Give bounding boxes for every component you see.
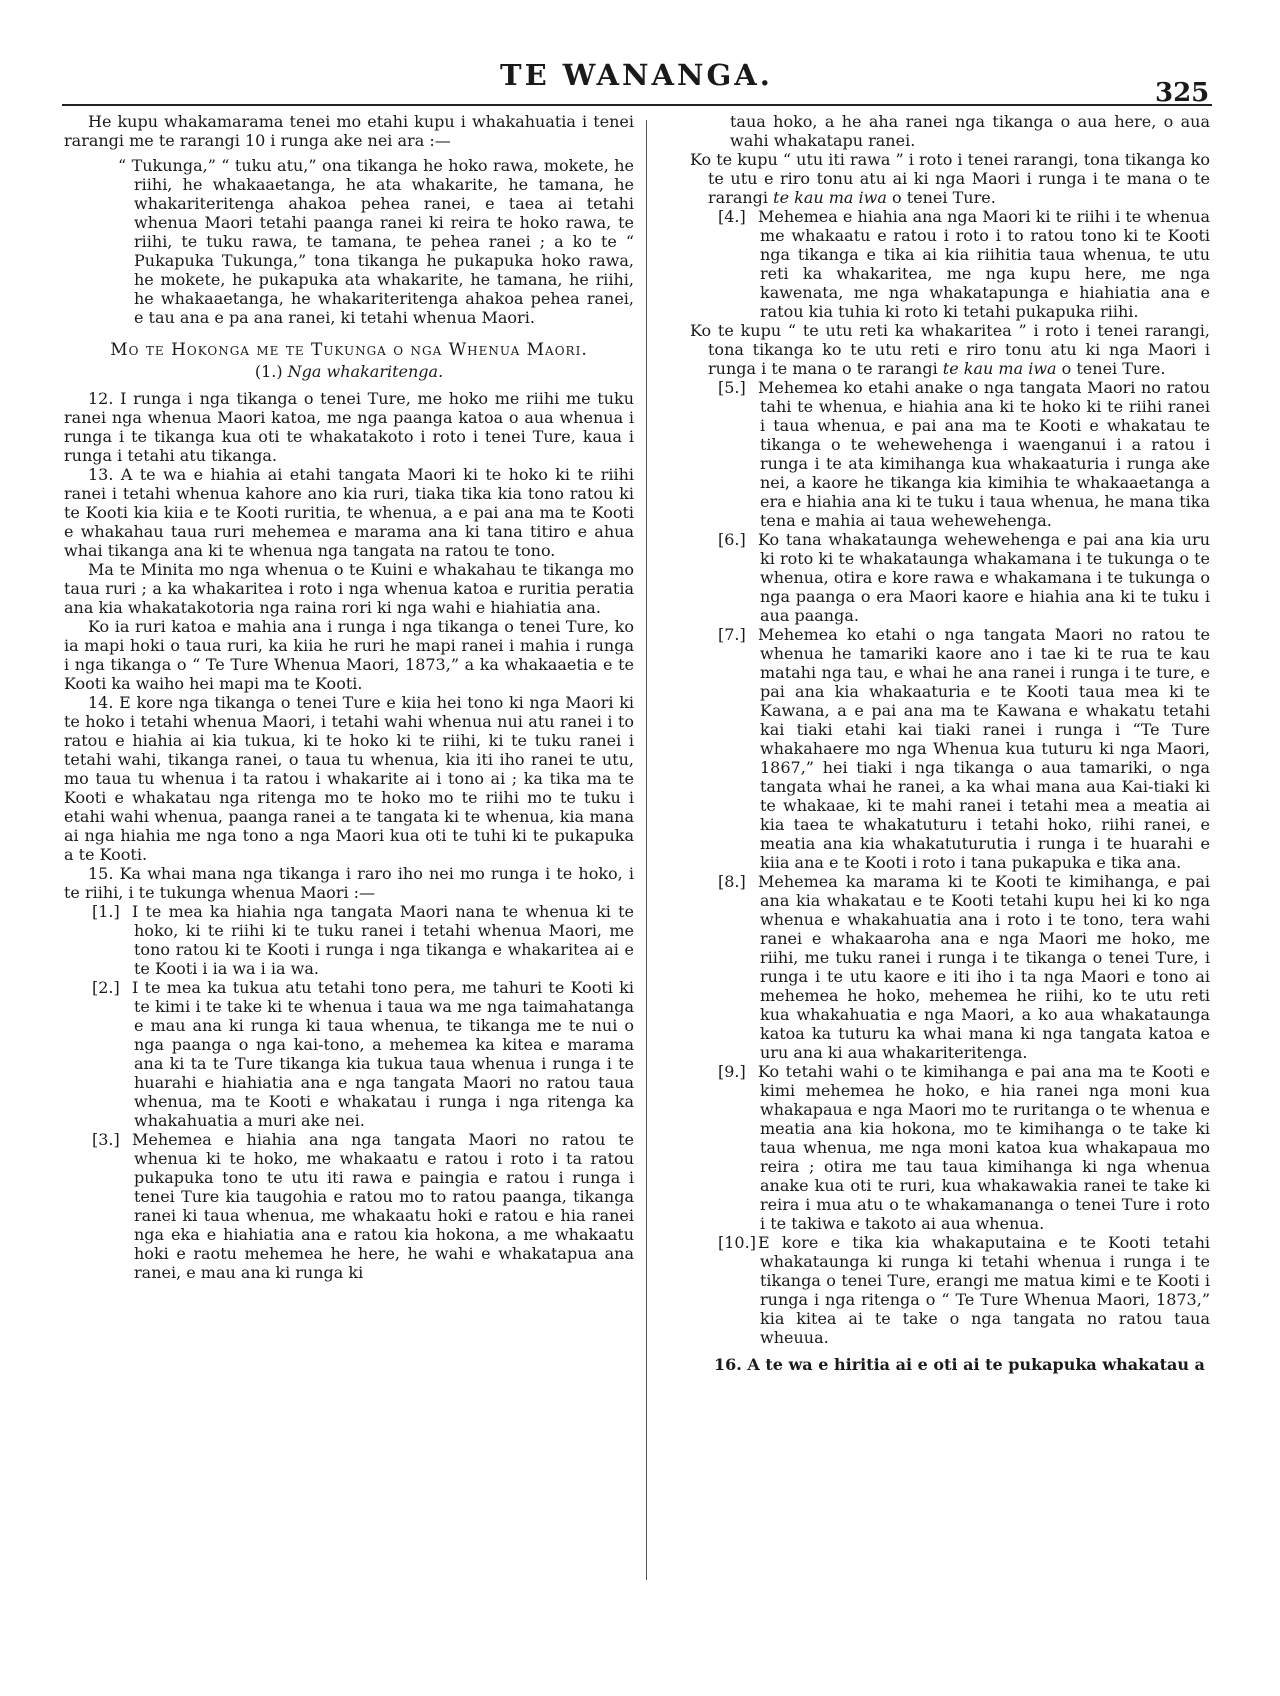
subclause-number: [1.] xyxy=(92,902,120,921)
subclause-6 xyxy=(690,530,1210,625)
subclause-number: [2.] xyxy=(92,978,120,997)
subclause-8 xyxy=(690,872,1210,1062)
subclause-4 xyxy=(690,207,1210,321)
subclause-3 xyxy=(64,1130,634,1282)
section-13-para-3: Ko ia ruri katoa e mahia ana i runga i nga tikanga o tenei Ture, ko ia mapi hoki o taua ruri, ka kiia he ruri he mapi ranei i mahia i runga i nga tikanga o “ Te Ture Whenua Maori, 1873,” a ka whakaaetia e te Kooti ka waiho hei mapi ma te Kooti. xyxy=(64,617,634,693)
subclause-1 xyxy=(64,902,634,978)
page-header xyxy=(0,0,1280,110)
subclause-number: [6.] xyxy=(718,530,746,549)
page-number: 325 xyxy=(1155,78,1210,108)
section-13-para-2: Ma te Minita mo nga whenua o te Kuini e whakahau te tikanga mo taua ruri ; a ka whakaritea i roto i nga whenua katoa e ruritia peratia ana kia whakatakotoria nga raina rori ki nga wahi e hiahiatia ana. xyxy=(64,560,634,617)
section-heading: Mo te Hokonga me te Tukunga o nga Whenua Maori. xyxy=(110,340,588,360)
section-13: 13. A te wa e hiahia ai etahi tangata Maori ki te hoko ki te riihi ranei i tetahi whenua kahore ano kia ruri, tiaka tika kia tono ratou ki te Kooti kia kiia e te Kooti ruritia, te whenua, a e pai ana ma te Kooti e whakahau taua ruri mehemea e marama ana ki tana titiro e ahua whai tikanga ana ki te whenua nga tangata na ratou te tono. xyxy=(64,465,634,560)
definition-italic: te kau ma iwa xyxy=(942,359,1057,378)
subclause-5 xyxy=(690,378,1210,530)
right-column xyxy=(690,112,1210,1374)
definition-text: Ko te kupu “ te utu reti ka whakaritea ” i roto i tenei rarangi, tona tikanga ko te utu reti e riro tonu atu ki nga Maori i runga i te mana o te rarangi xyxy=(690,321,1210,378)
section-15: 15. Ka whai mana nga tikanga i raro iho nei mo runga i te hoko, i te riihi, i te tukunga whenua Maori :— xyxy=(64,864,634,902)
definition-quote: “ Tukunga,” “ tuku atu,” ona tikanga he hoko rawa, mokete, he riihi, he whakaaetanga, he ata whakarite, he tamana, he whakariteritenga ahakoa pehea ranei, e taea ai tetahi whenua Maori tetahi paanga ranei ki reira te hoko rawa, te riihi, te tuku rawa, te tamana, te pehea ranei ; a ko te “ Pukapuka Tukunga,” tona tikanga he pukapuka hoko rawa, he mokete, he pukapuka ata whakarite, he tamana, he riihi, he whakaaetanga, he whakariteritenga ahakoa pehea ranei, e tau ana e pa ana ranei, ki tetahi whenua Maori. xyxy=(118,156,634,327)
section-14: 14. E kore nga tikanga o tenei Ture e kiia hei tono ki nga Maori ki te hoko i tetahi whenua Maori, i tetahi wahi whenua nui atu ranei i to ratou e hiahia ai kia tukua, ki te hoko ki te riihi, ki te tuku ranei i tetahi wahi, tikanga ranei, o taua tu whenua, kia iti iho ranei te utu, mo taua tu whenua i ta ratou i whakarite ai i tono ai ; ka tika ma te Kooti e whakatau nga ritenga mo te hoko mo te riihi mo te tuku i etahi wahi whenua, paanga ranei a te tangata ki te whenua, kia mana ai nga hiahia me nga tono a nga Maori kua oti te tuhi ki te pukapuka a te Kooti. xyxy=(64,693,634,864)
definition-end: o tenei Ture. xyxy=(892,188,996,207)
subclause-2 xyxy=(64,978,634,1130)
definition-italic: te kau ma iwa xyxy=(773,188,887,207)
subclause-number: [5.] xyxy=(718,378,746,397)
header-rule xyxy=(62,104,1212,106)
definition-utu-reti xyxy=(690,321,1210,378)
left-column xyxy=(64,112,634,1282)
subclause-number: [7.] xyxy=(718,625,746,644)
subclause-number: [4.] xyxy=(718,207,746,226)
definition-text: Ko te kupu “ utu iti rawa ” i roto i tenei rarangi, tona tikanga ko te utu e riro tonu atu ai ki nga Maori i runga i te mana o te rarangi xyxy=(690,150,1210,207)
subclause-number: [9.] xyxy=(718,1062,746,1081)
section-12: 12. I runga i nga tikanga o tenei Ture, me hoko me riihi me tuku ranei nga whenua Maori katoa, me nga paanga katoa o aua whenua i runga i te tikanga kua oti te whakatakoto i roto i tenei Ture, kaua i runga i tetahi atu tikanga. xyxy=(64,389,634,465)
section-16: 16. A te wa e hiritia ai e oti ai te pukapuka whakatau a xyxy=(714,1355,1205,1374)
subheading-title: Nga whakaritenga. xyxy=(287,362,444,381)
subclause-text: Mehemea ko etahi anake o nga tangata Maori no ratou tahi te whenua, e hiahia ana ki te hoko ki te riihi ranei i taua whenua, e pai ana ma te Kooti e whakatau te tikanga o te wehewehenga i waenganui i a ratou i runga i te ata kimihanga kua whakaaturia i runga ake nei, a kaore he tikanga kia kimihia te whakaaetanga a era e hiahia ana ki te tuku i taua whenua, he mana tika tena e mahia ai taua wehewehenga. xyxy=(758,378,1210,530)
intro-paragraph: He kupu whakamarama tenei mo etahi kupu i whakahuatia i tenei rarangi me te rarangi 10 i runga ake nei ara :— xyxy=(64,112,634,150)
subclause-text: I te mea ka hiahia nga tangata Maori nana te whenua ki te hoko, ki te riihi ki te tuku ranei i tetahi whenua Maori, me tono ratou ki te Kooti i runga i nga tikanga e whakaritea ai e te Kooti i ia wa i ia wa. xyxy=(132,902,634,978)
subclause-text: Mehemea ka marama ki te Kooti te kimihanga, e pai ana kia whakatau e te Kooti tetahi kupu hei ki ko nga whenua e whakahuatia ana i roto i te tono, tera wahi ranei e whakaaroha ana e nga Maori me hoko, me riihi, me tuku ranei i runga i te tikanga o tenei Ture, i runga i te utu kaore e iti iho i ta nga Maori e tono ai mehemea he hoko, mehemea he riihi, ko te utu reti kua whakahuatia e nga Maori, a ko aua whakataunga katoa ka tuturu ka whai mana ki nga tangata katoa e uru ana ki aua whakariteritenga. xyxy=(758,872,1210,1062)
subheading-number: (1.) xyxy=(254,362,283,381)
subclause-7 xyxy=(690,625,1210,872)
subclause-number: [8.] xyxy=(718,872,746,891)
subclause-9 xyxy=(690,1062,1210,1233)
section-subheading xyxy=(64,362,634,381)
page-title: TE WANANGA. xyxy=(500,58,773,92)
column-divider xyxy=(646,120,647,1580)
subclause-text: E kore e tika kia whakaputaina e te Kooti tetahi whakataunga ki runga ki tetahi whenua i runga i te tikanga o tenei Ture, erangi me matua kimi e te Kooti i runga i nga ritenga o “ Te Ture Whenua Maori, 1873,” kia kitea ai te take o nga tangata no ratou taua wheuua. xyxy=(758,1233,1210,1347)
subclause-text: Mehemea ko etahi o nga tangata Maori no ratou te whenua he tamariki kaore ano i tae ki te rua te kau matahi nga tau, e whai he ana ranei i runga i te ture, e pai ana kia whakaaturia e te Kooti taua mea ki te Kawana, a e pai ana ma te Kawana e whakatu tetahi kai tiaki etahi kai tiaki ranei i runga i “Te Ture whakahaere mo nga Whenua kua tuturu ki nga Maori, 1867,” hei tiaki i nga tikanga o aua tamariki, o nga tangata whai he ranei, a ka whai mana aua Kai-tiaki ki te whakaae, ki te mahi ranei i tetahi mea a meatia ai kia taea te whakatuturu i tetahi hoko, riihi ranei, e meatia ana kia whakatuturutia i runga i te huarahi e kiia ana e te Kooti i roto i tana pukapuka e tika ana. xyxy=(758,625,1210,872)
subclause-text: Ko tetahi wahi o te kimihanga e pai ana ma te Kooti e kimi mehemea he hoko, e hia ranei nga moni kua whakapaua e nga Maori mo te ruritanga o te whenua e meatia ana kia hokona, mo te kimihanga o te take ki taua whenua, me nga moni katoa kua whakapaua mo reira ; otira me tau taua kimihanga ki nga whenua anake kua oti te ruri, kua whakawakia ranei te take ki reira i mua atu o te whakamananga o tenei Ture i roto i te takiwa e takoto ai aua whenua. xyxy=(758,1062,1210,1233)
subclause-3-continued: taua hoko, a he aha ranei nga tikanga o aua here, o aua wahi whakatapu ranei. xyxy=(730,112,1210,150)
definition-utu-iti-rawa xyxy=(690,150,1210,207)
subclause-text: I te mea ka tukua atu tetahi tono pera, me tahuri te Kooti ki te kimi i te take ki te whenua i taua wa me nga taimahatanga e mau ana ki runga ki taua whenua, te tikanga me te nui o nga paanga o nga kai-tono, a mehemea ka kitea e marama ana ki ta te Ture tikanga kia tukua taua whenua i runga i te huarahi e hiahiatia ana e nga tangata Maori no ratou taua whenua, ma te Kooti e whakatau i runga i nga ritenga ka whakahuatia a muri ake nei. xyxy=(132,978,634,1130)
subclause-text: Ko tana whakataunga wehewehenga e pai ana kia uru ki roto ki te whakataunga whakamana i te tukunga o te whenua, otira e kore rawa e whakamana i te tukunga o nga paanga o era Maori kaore e hiahia ana ki te tuku i aua paanga. xyxy=(758,530,1210,625)
subclause-text: Mehemea e hiahia ana nga Maori ki te riihi i te whenua me whakaatu e ratou i roto i to ratou tono ki te Kooti nga tikanga e tika ai kia riihitia taua whenua, te utu reti ka whakaritea, me nga kupu here, me nga kawenata, me nga whakatapunga e hiahiatia ana e ratou kia tuhia ki roto ki tetahi pukapuka riihi. xyxy=(758,207,1210,321)
subclause-number: [3.] xyxy=(92,1130,120,1149)
subclause-number: [10.] xyxy=(718,1233,756,1252)
subclause-text: Mehemea e hiahia ana nga tangata Maori no ratou te whenua ki te hoko, me whakaatu e ratou i roto i ta ratou pukapuka tono te utu iti rawa e paingia e ratou i runga i tenei Ture kia taugohia e ratou mo to ratou paanga, tikanga ranei ki taua whenua, me whakaatu hoki e ratou e hia ranei nga eka e hiahiatia ana e ratou kia hokona, a me whakaatu hoki e raotu mehemea he here, he wahi e whakatapua ana ranei, e mau ana ki runga ki xyxy=(132,1130,634,1282)
definition-end: o tenei Ture. xyxy=(1061,359,1166,378)
subclause-10 xyxy=(690,1233,1210,1347)
